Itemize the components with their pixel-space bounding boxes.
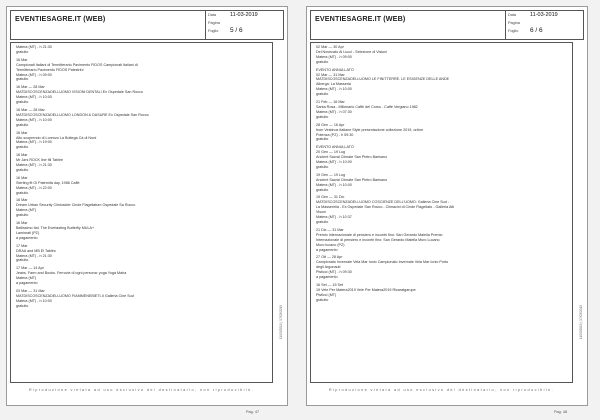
- event-line: 27 Ott — 28 Apr: [316, 255, 343, 260]
- event-line: MATDISCOSCENZADELLUOMO FIAMMENEBIETI-II Galleria Cine Sud: [16, 293, 134, 298]
- event-line: Matera (MT) - h 10:00: [16, 117, 52, 122]
- event-entry: [316, 173, 567, 193]
- event-line: Campionato Invernale Vela Mar Ionio Campionato Invernale Vela Mar Ionio Porto: [316, 260, 449, 265]
- event-line: gratuito: [316, 92, 329, 97]
- article-body: [10, 42, 273, 383]
- event-line: Ancient Sacral Climate San Pietro Barisano: [316, 177, 388, 182]
- event-line: Visoni: [316, 210, 326, 215]
- event-line: Matera (MT) - h 09:00: [16, 72, 52, 77]
- event-line: from Vestinos Italiane Style presentazione collezione 2019, online: [316, 127, 424, 132]
- event-line: 16 Mar: [16, 175, 28, 180]
- event-line: DRAA and MB El Tablès: [16, 248, 56, 253]
- event-line: gratuito: [16, 213, 29, 218]
- document-page-left: [6, 6, 288, 406]
- event-line: Potenza (PZ) - h 09:30: [316, 132, 354, 137]
- event-line: gratuito: [16, 303, 29, 308]
- article-body: [310, 42, 573, 383]
- event-line: EVENTO ANNULLATO: [316, 67, 354, 72]
- page-footer: Riproduzione vietata ad uso esclusivo del destinatario, non riproducibile.: [328, 388, 555, 392]
- event-line: Matera (MT): [16, 208, 37, 213]
- event-line: Matera (MT) - h 21:30: [16, 253, 52, 258]
- event-line: gratuito: [16, 100, 29, 105]
- side-note: [276, 287, 285, 357]
- event-line: Jeans. Farm and Books. Ferrovie di ogni persona: yoga Yoga Maha: [16, 271, 127, 276]
- event-entry: [316, 228, 567, 253]
- event-entry: [16, 244, 267, 264]
- event-line: Matera (MT) - h 10:00: [316, 87, 352, 92]
- document-page-right: [306, 6, 588, 406]
- event-line: 16 Mar: [16, 57, 28, 62]
- event-entry: [16, 58, 267, 83]
- event-line: Lamimati (PZ): [16, 230, 40, 235]
- event-line: EVENTO ANNULLATO: [316, 145, 354, 150]
- side-note-text: 11/03/2019 | 17/03/2019: [578, 304, 583, 340]
- event-line: gratuito: [16, 122, 29, 127]
- event-line: 16 Mar: [16, 198, 28, 203]
- page-label: Pagina: [508, 21, 520, 25]
- event-line: Matera (MT) - h 09:00: [316, 54, 352, 59]
- event-entry: [316, 255, 567, 280]
- event-line: MATDISCOSCENZADELLUOMO COSCIENZE DELL'UOMO: Galleria Cine Sud -: [316, 200, 450, 205]
- event-line: La Masserella - Ex Ospedale San Rocco - Climacini di Cinde Flagellato - Galleria Alti: [316, 205, 455, 210]
- event-line: MATDISCOSCENZADELLUOMO VISIONI DENTALI Ex Ospedale San Rocco: [16, 90, 143, 95]
- event-line: gratuito: [16, 190, 29, 195]
- event-entry: [16, 153, 267, 173]
- event-entry: [316, 195, 567, 224]
- event-line: Matera (MT) - h 10:00: [16, 95, 52, 100]
- sheet-label: Foglio: [508, 29, 519, 33]
- date-value: 11-03-2019: [530, 12, 558, 18]
- event-line: Matera (MT): [16, 276, 37, 281]
- page-number: Pag. 47: [246, 410, 260, 414]
- header-metadata: [508, 12, 581, 36]
- event-entry: [16, 289, 267, 309]
- event-line: gratuito: [316, 164, 329, 169]
- event-line: Campionati Italiani di Termitterario Pavimento FIDOS Campionati Italiani di: [16, 62, 138, 67]
- event-entry: [316, 145, 567, 170]
- event-line: gratuito: [316, 114, 329, 119]
- event-entry: [16, 198, 267, 218]
- event-line: Ancient Sacral Climate San Pietro Barisano: [316, 155, 388, 160]
- event-line: gratuito: [16, 167, 29, 172]
- event-line: 21 Dic — 31 Mar: [316, 227, 344, 232]
- event-line: Pisticci (MT) - h 09:30: [316, 270, 352, 275]
- event-line: gratuito: [316, 220, 329, 224]
- header-metadata: [208, 12, 281, 36]
- event-line: 16 Mar: [16, 221, 28, 226]
- event-line: Bellissimo Ital. The Everlasting Butterfly MULA+: [16, 226, 95, 230]
- event-line: 16 Mar — 28 Mar: [16, 85, 45, 90]
- publication-title: EVENTIESAGRE.IT (WEB): [311, 11, 506, 39]
- event-entry: [316, 100, 567, 120]
- event-line: gratuito: [316, 297, 329, 302]
- event-line: a pagamento: [16, 235, 38, 240]
- event-line: Matera (MT) - h 10:37: [316, 215, 352, 220]
- event-line: 16 Set — 15 Set: [316, 282, 344, 287]
- event-line: 19 Gen — 31 Dic: [316, 195, 345, 200]
- event-line: gratuito: [316, 59, 329, 64]
- event-line: 16 Mar: [16, 130, 28, 135]
- event-line: Alto scoprendo di Lorenzo La Bottega Cà di Nord: [16, 135, 97, 140]
- event-line: Premio Internazionale di pensiero e incontri fino: San Gerardo Maiella Premio: [316, 232, 443, 237]
- event-line: a pagamento: [316, 275, 338, 280]
- event-line: Internazionale di pensiero e incontri fino: San Gerardo Maiella Muro Lucano: [316, 237, 440, 242]
- event-line: Matera (MT) - h 10:00: [16, 298, 52, 303]
- event-line: Matera (MT) - h 10:00: [316, 182, 352, 187]
- date-value: 11-03-2019: [230, 12, 258, 18]
- date-label: Data: [208, 13, 217, 17]
- event-line: Pisticci (MT): [316, 292, 337, 297]
- event-line: Santa Rosa - Millenario Caffè del Corso - Caffè Vergiano 1982: [316, 104, 418, 109]
- event-line: 16 Mar: [16, 153, 28, 158]
- event-line: 19 Gen — 19 Lug: [316, 172, 346, 177]
- publication-title: EVENTIESAGRE.IT (WEB): [11, 11, 206, 39]
- event-line: 03 Mar — 31 Mar: [16, 288, 45, 293]
- event-line: Muro lucano (PZ): [316, 242, 345, 247]
- side-note: [576, 287, 585, 357]
- event-line: degli Argonauti: [316, 265, 341, 270]
- page-header: [310, 10, 584, 40]
- event-line: Matera (MT) - h 21:30: [16, 45, 52, 49]
- page-footer: Riproduzione vietata ad uso esclusivo del destinatario, non riproducibile.: [28, 388, 255, 392]
- event-entry: [316, 45, 567, 65]
- event-entry: [316, 123, 567, 143]
- event-line: gratuito: [16, 49, 29, 54]
- event-line: gratuito: [316, 187, 329, 192]
- event-entry: [16, 131, 267, 151]
- event-line: Termitterario Pavimento FIDOS Palestrini: [16, 67, 84, 72]
- event-line: gratuito: [16, 77, 29, 82]
- event-line: Matera (MT) - h 21:30: [16, 163, 52, 168]
- event-line: a pagamento: [316, 247, 338, 252]
- event-entry: [16, 176, 267, 196]
- event-entry: [16, 221, 267, 241]
- event-line: gratuito: [316, 137, 329, 142]
- event-line: 28 Gen — 16 Apr: [316, 122, 345, 127]
- event-entry: [16, 45, 267, 55]
- sheet-value: 5 / 6: [230, 27, 243, 34]
- event-line: gratuito: [16, 145, 29, 150]
- event-line: 02 Mar — 30 Apr: [316, 45, 344, 49]
- sheet-value: 6 / 6: [530, 27, 543, 34]
- event-line: 19 Vele Per Matera2019 Vele Per Matera2019 Ricaratgarupe: [316, 287, 416, 292]
- sheet-label: Foglio: [208, 29, 219, 33]
- page-header: [10, 10, 284, 40]
- event-line: Dream Urban Security Cliniosider Cinde Flagellatum Ospedale Sa Rocco: [16, 203, 136, 208]
- event-line: 17 Mar: [16, 243, 28, 248]
- page-label: Pagina: [208, 21, 220, 25]
- event-entry: [316, 283, 567, 303]
- event-line: 02 Mar — 31 Mar: [316, 72, 345, 77]
- event-line: 17 Mar — 14 Apr: [16, 266, 44, 271]
- events-list: [11, 43, 272, 309]
- event-line: Sterling fit Ol Paternità day, 1986 Caffè: [16, 180, 80, 185]
- event-line: Matera (MT) - h 19:00: [16, 140, 52, 145]
- event-line: Matera (MT) - h 22:00: [16, 185, 52, 190]
- event-line: a pagamento: [16, 281, 38, 286]
- event-entry: [16, 266, 267, 286]
- events-list: [311, 43, 572, 303]
- event-line: Mr Jars ROCK line fill Tablée: [16, 158, 64, 163]
- page-number: Pag. 48: [554, 410, 568, 414]
- event-entry: [16, 85, 267, 105]
- event-line: 16 Mar — 28 Mar: [16, 107, 45, 112]
- event-line: gratuito: [16, 258, 29, 263]
- event-line: Alberga: La Masseria: [316, 82, 351, 87]
- event-entry: [16, 108, 267, 128]
- event-line: 20 Gen — 19 Lug: [316, 150, 346, 155]
- event-entry: [316, 68, 567, 97]
- event-line: 21 Feb — 16 Mar: [316, 100, 345, 105]
- event-line: MATDISCOSCENZADELLUOMO LE FINITTERRE. LE ESIGENZE DELLE ANDE: [316, 77, 450, 82]
- event-line: Matera (MT) - h 10:00: [316, 160, 352, 165]
- event-line: Del Novecato Al Lucci - Selezione di Visioni: [316, 49, 388, 54]
- event-line: Matera (MT) - h 07:30: [316, 109, 352, 114]
- side-note-text: 11/03/2019 | 17/03/2019: [278, 304, 283, 340]
- event-line: MATDISCOSCENZADELLUOMO LONDON & DASURE Ex Ospedale San Rocco: [16, 112, 149, 117]
- date-label: Data: [508, 13, 517, 17]
